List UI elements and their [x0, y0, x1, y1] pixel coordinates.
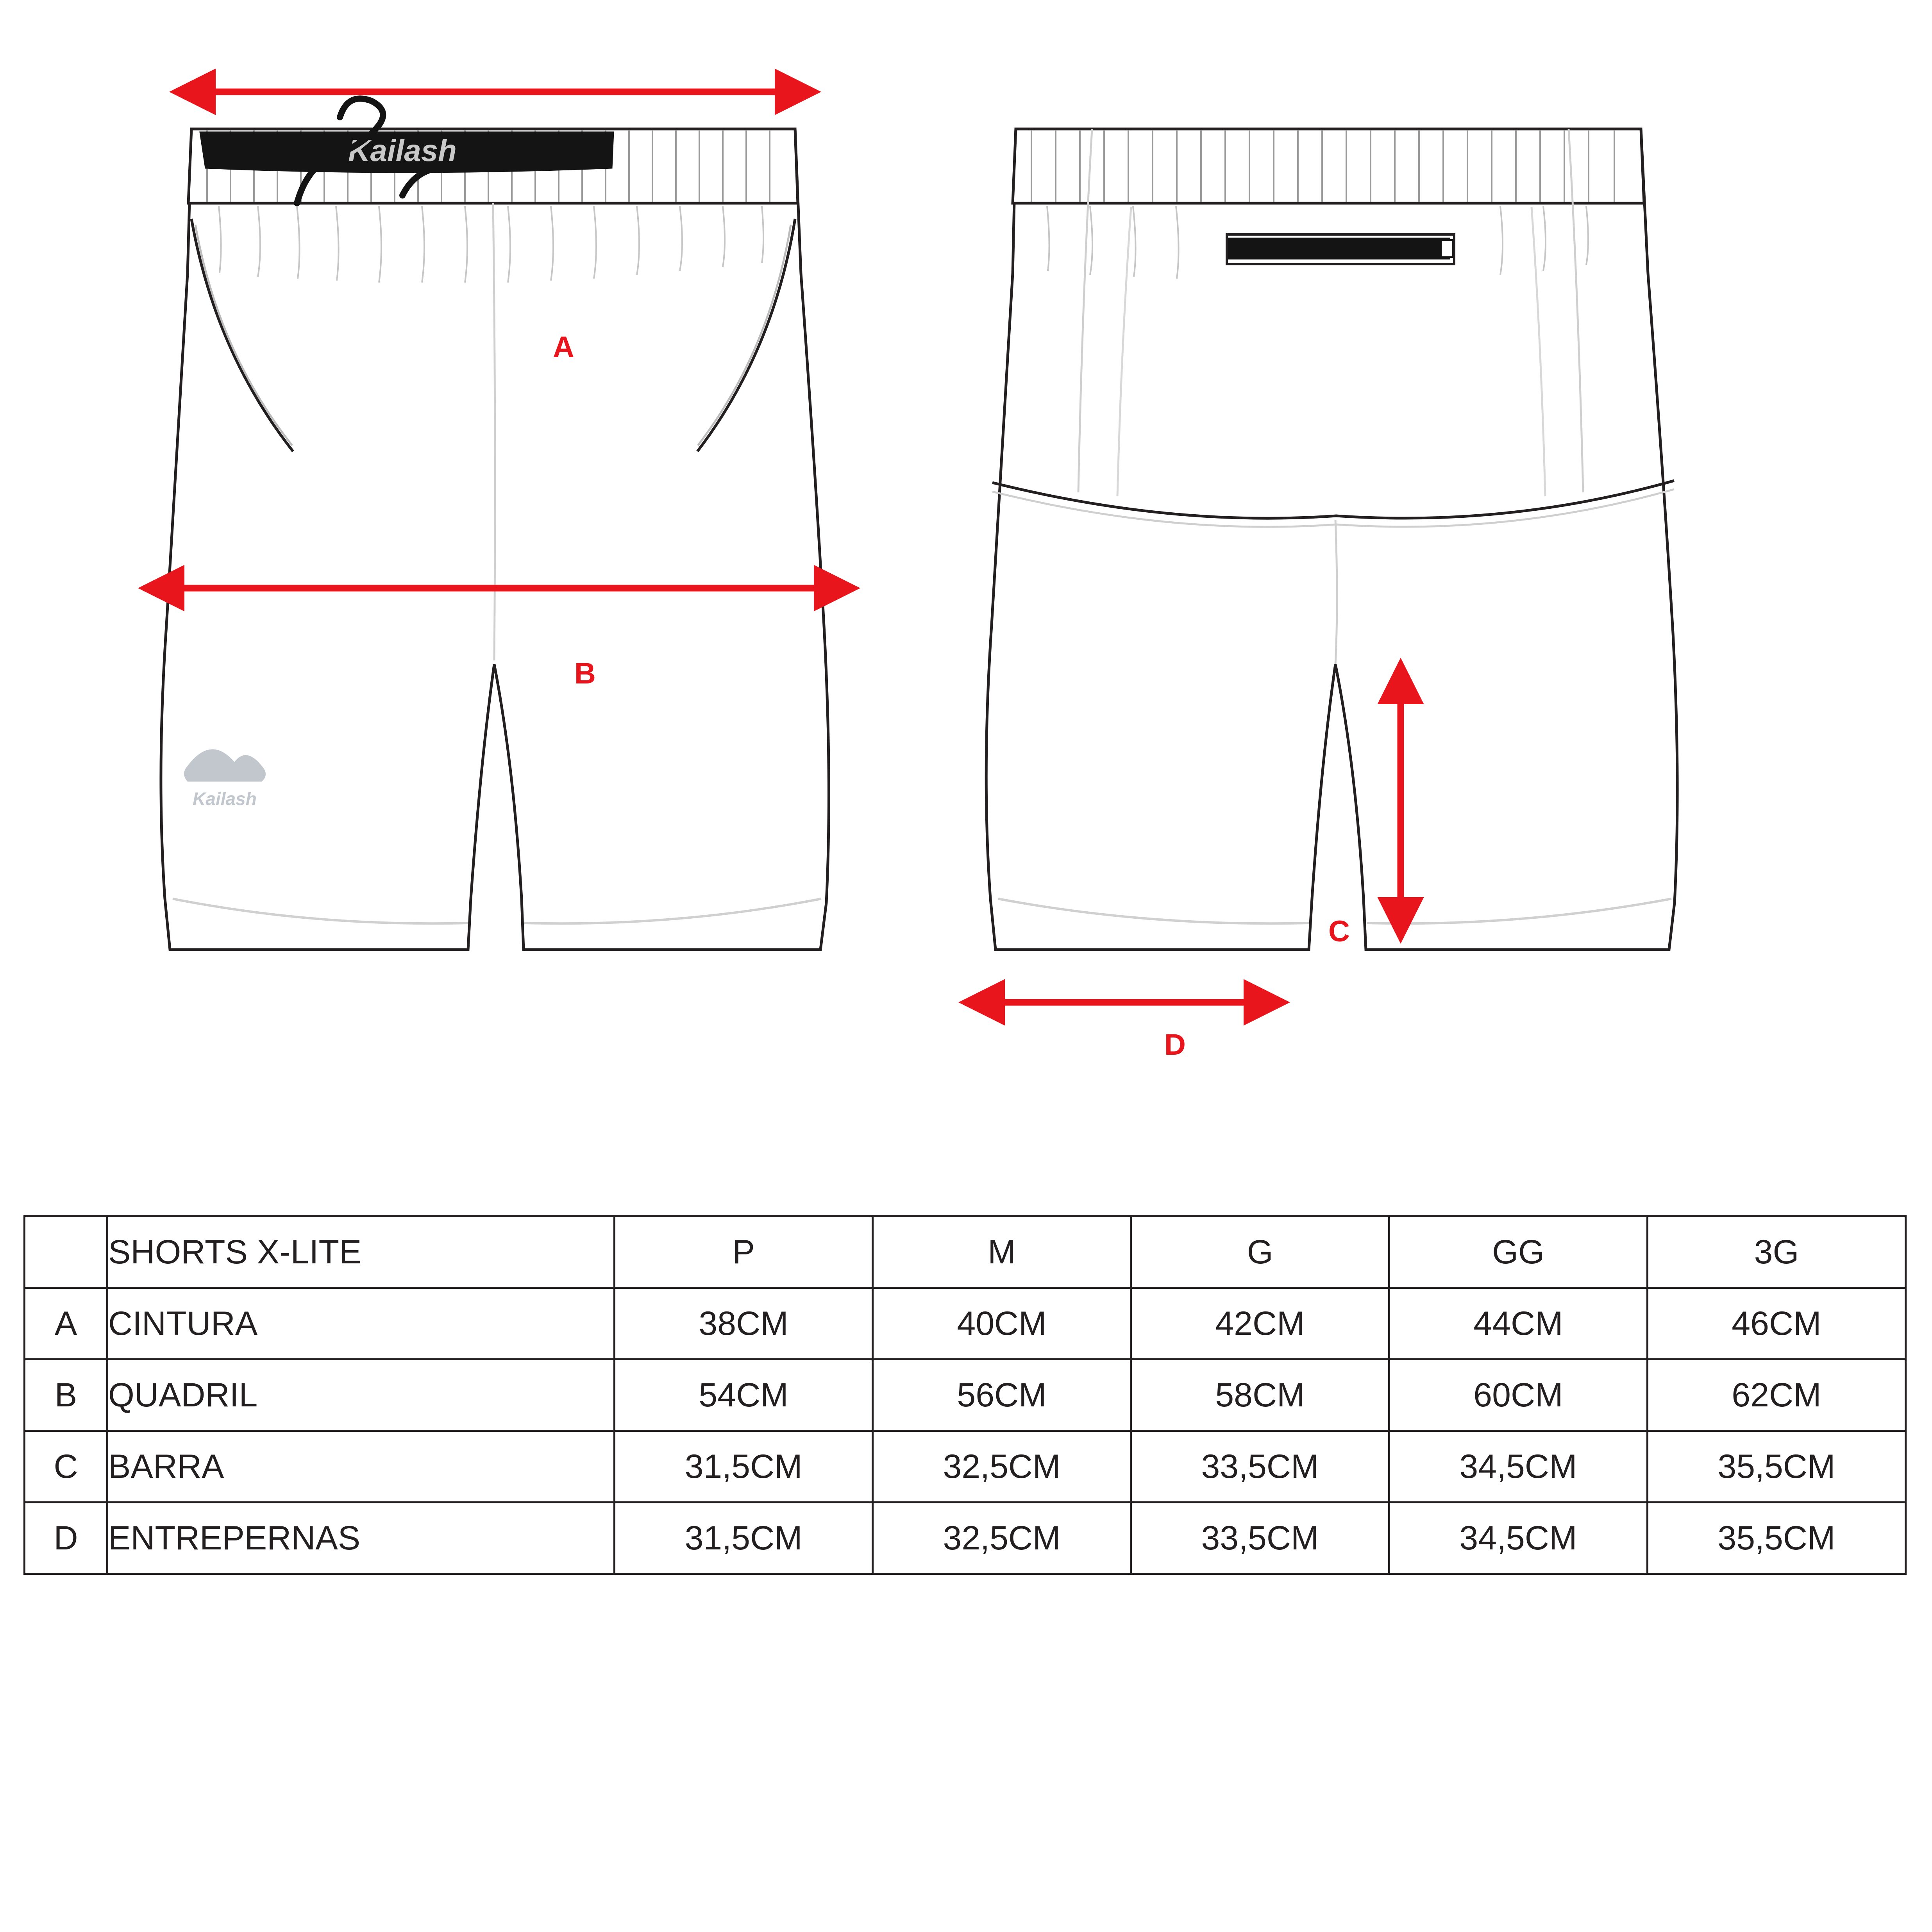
header-size-m: M: [873, 1216, 1131, 1288]
row-letter-d: D: [25, 1503, 107, 1574]
measure-label-d: D: [1164, 1028, 1186, 1061]
measure-label-b: B: [574, 657, 596, 690]
cell-quadril-m: 56CM: [873, 1360, 1131, 1431]
back-view: [953, 0, 1852, 1200]
header-size-p: P: [615, 1216, 873, 1288]
cell-quadril-p: 54CM: [615, 1360, 873, 1431]
header-size-g: G: [1131, 1216, 1389, 1288]
cell-quadril-3g: 62CM: [1647, 1360, 1905, 1431]
header-product-name: SHORTS X-LITE: [107, 1216, 615, 1288]
cell-barra-gg: 34,5CM: [1389, 1431, 1648, 1503]
row-name-quadril: QUADRIL: [107, 1360, 615, 1431]
cell-entrepernas-m: 32,5CM: [873, 1503, 1131, 1574]
cell-cintura-p: 38CM: [615, 1288, 873, 1360]
cell-barra-p: 31,5CM: [615, 1431, 873, 1503]
cell-cintura-m: 40CM: [873, 1288, 1131, 1360]
cell-barra-g: 33,5CM: [1131, 1431, 1389, 1503]
cell-quadril-gg: 60CM: [1389, 1360, 1648, 1431]
size-table: [23, 1215, 1907, 1575]
back-shorts-outline: [986, 129, 1677, 950]
cell-entrepernas-3g: 35,5CM: [1647, 1503, 1905, 1574]
row-name-entrepernas: ENTREPERNAS: [107, 1503, 615, 1574]
row-letter-c: C: [25, 1431, 107, 1503]
front-shorts-outline: [161, 98, 829, 950]
table-row: [25, 1503, 1906, 1574]
cell-entrepernas-p: 31,5CM: [615, 1503, 873, 1574]
front-view: [129, 0, 1012, 1200]
table-row: [25, 1431, 1906, 1503]
size-table-wrapper: [23, 1215, 1907, 1575]
cell-cintura-g: 42CM: [1131, 1288, 1389, 1360]
row-name-barra: BARRA: [107, 1431, 615, 1503]
row-letter-a: A: [25, 1288, 107, 1360]
measure-label-a: A: [553, 331, 575, 364]
header-size-gg: GG: [1389, 1216, 1648, 1288]
header-letter-cell: [25, 1216, 107, 1288]
cell-quadril-g: 58CM: [1131, 1360, 1389, 1431]
row-letter-b: B: [25, 1360, 107, 1431]
row-name-cintura: CINTURA: [107, 1288, 615, 1360]
header-size-3g: 3G: [1647, 1216, 1905, 1288]
brand-wordmark: Kailash: [348, 133, 457, 168]
svg-text:Kailash: Kailash: [193, 789, 257, 809]
cell-cintura-3g: 46CM: [1647, 1288, 1905, 1360]
cell-barra-m: 32,5CM: [873, 1431, 1131, 1503]
cell-entrepernas-g: 33,5CM: [1131, 1503, 1389, 1574]
cell-cintura-gg: 44CM: [1389, 1288, 1648, 1360]
measure-label-c: C: [1328, 915, 1350, 948]
leg-logo: [184, 749, 266, 809]
back-zip-pocket: [1227, 238, 1449, 259]
cell-entrepernas-gg: 34,5CM: [1389, 1503, 1648, 1574]
table-row: [25, 1360, 1906, 1431]
cell-barra-3g: 35,5CM: [1647, 1431, 1905, 1503]
table-row: [25, 1288, 1906, 1360]
table-header-row: [25, 1216, 1906, 1288]
